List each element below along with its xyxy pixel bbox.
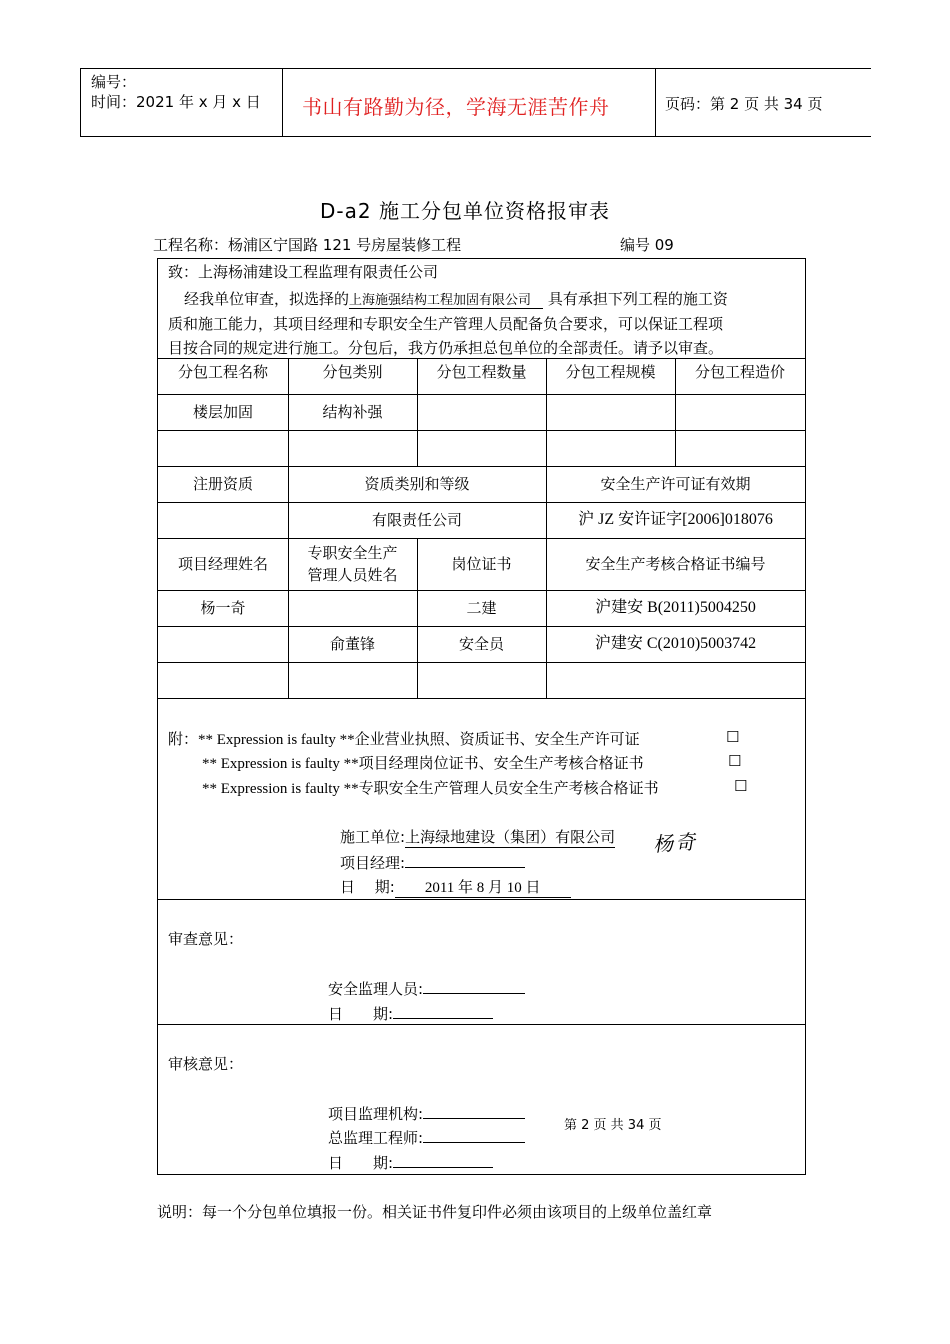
- safety-officer-header: [288, 538, 417, 590]
- statement-prefix: 经我单位审查，拟选择的: [184, 290, 350, 308]
- sub-row-type: 结构补强: [322, 403, 383, 421]
- contractor-unit-label: 施工单位:: [340, 828, 406, 846]
- sub-header-type: 分包类别: [322, 363, 383, 381]
- personnel-row-2-manager: [158, 626, 288, 662]
- audit-date: [328, 1151, 493, 1173]
- form-box: [157, 258, 806, 1175]
- statement-line-1: [184, 288, 728, 309]
- safety-cert-number-header: 安全生产考核合格证书编号: [585, 555, 766, 573]
- serial-label: 编号：: [91, 73, 137, 91]
- review-title: 审查意见：: [168, 930, 244, 948]
- contractor-manager-label: 项目经理:: [340, 854, 406, 872]
- contractor-date-value: 2011 年 8 月 10 日: [395, 876, 571, 898]
- audit-date-label: 日 期:: [328, 1154, 394, 1172]
- personnel-row-2-officer: 俞董锋: [329, 635, 375, 653]
- sub-header-name: 分包工程名称: [177, 363, 268, 381]
- sub-row-scale: [546, 394, 675, 430]
- form-number: 编号 09: [620, 236, 674, 254]
- review-date: [328, 1002, 493, 1024]
- personnel-row-2-post: 安全员: [458, 635, 504, 653]
- sub-row-quantity: [417, 394, 546, 430]
- audit-org: [328, 1102, 525, 1124]
- grid-line: [158, 698, 805, 699]
- personnel-row-2-cert: 沪建安 C(2010)5003742: [594, 635, 757, 652]
- attachment-prefix: 附：: [168, 730, 199, 748]
- header-divider-2: [655, 69, 656, 136]
- personnel-row-1-cert: 沪建安 B(2011)5004250: [595, 599, 756, 616]
- contractor-manager-blank: [405, 851, 525, 868]
- time-label: 时间：2021 年 x 月 x 日: [91, 93, 261, 111]
- addressee: 致：上海杨浦建设工程监理有限责任公司: [168, 263, 439, 281]
- contractor-manager: [340, 851, 525, 873]
- safety-officer-header-line2: 管理人员姓名: [307, 566, 398, 584]
- audit-page-note: 第 2 页 共 34 页: [564, 1118, 662, 1133]
- sub-header-cost: 分包工程造价: [694, 363, 785, 381]
- safety-license-label: 安全生产许可证有效期: [600, 475, 751, 493]
- attachment-3-checkbox[interactable]: ☐: [734, 777, 748, 795]
- header-divider-1: [282, 69, 283, 136]
- audit-org-label: 项目监理机构:: [328, 1105, 424, 1123]
- audit-chief: [328, 1126, 525, 1148]
- attachment-1: [168, 728, 640, 749]
- contractor-date-label: 日 期:: [340, 878, 395, 896]
- grid-line: [158, 662, 805, 663]
- statement-line-3: 目按合同的规定进行施工。分包后，我方仍承担总包单位的全部责任。请予以审查。: [168, 339, 724, 357]
- personnel-row-1-post: 二建: [466, 599, 497, 617]
- sub-row-name: 楼层加固: [192, 403, 253, 421]
- statement-suffix: 具有承担下列工程的施工资: [547, 290, 728, 308]
- audit-date-blank: [393, 1151, 493, 1168]
- personnel-row-1-officer: [288, 590, 417, 626]
- form-title: D-a2 施工分包单位资格报审表: [320, 199, 610, 223]
- attachment-2-text: ** Expression is faulty **项目经理岗位证书、安全生产考核合格证书: [202, 756, 644, 772]
- qualification-type-value: 有限责任公司: [371, 511, 462, 529]
- review-inspector-label: 安全监理人员:: [328, 980, 424, 998]
- contractor-date: [340, 876, 571, 898]
- safety-license-value: 沪 JZ 安许证字[2006]018076: [578, 511, 773, 528]
- manager-name-header: 项目经理姓名: [177, 555, 268, 573]
- footer-note: 说明：每一个分包单位填报一份。相关证书件复印件必须由该项目的上级单位盖红章: [157, 1203, 713, 1221]
- page-header-table: [80, 68, 871, 137]
- qualification-type-label: 资质类别和等级: [364, 475, 470, 493]
- grid-line: [158, 899, 805, 900]
- contractor-unit: [340, 826, 615, 848]
- attachment-1-checkbox[interactable]: ☐: [726, 728, 740, 746]
- statement-line-2: 质和施工能力，其项目经理和专职安全生产管理人员配备负合要求，可以保证工程项: [168, 315, 724, 333]
- review-inspector: [328, 977, 525, 999]
- attachment-1-text: ** Expression is faulty **企业营业执照、资质证书、安全生产许可证: [198, 732, 640, 748]
- selected-company: 上海施强结构工程加固有限公司: [349, 289, 543, 309]
- personnel-row-1-manager: 杨一奇: [200, 599, 246, 617]
- audit-title: 审核意见：: [168, 1055, 244, 1073]
- manager-signature: 杨奇: [652, 829, 698, 857]
- attachment-2-checkbox[interactable]: ☐: [728, 752, 742, 770]
- post-certificate-header: 岗位证书: [451, 555, 512, 573]
- review-date-blank: [393, 1002, 493, 1019]
- qualification-label: 注册资质: [192, 475, 253, 493]
- audit-chief-blank: [423, 1126, 525, 1143]
- motto: 书山有路勤为径，学海无涯苦作舟: [302, 95, 610, 119]
- sub-row-cost: [675, 394, 805, 430]
- project-name: 工程名称：杨浦区宁国路 121 号房屋装修工程: [153, 236, 462, 254]
- grid-line: [158, 430, 805, 431]
- grid-line: [158, 1024, 805, 1025]
- sub-header-scale: 分包工程规模: [565, 363, 656, 381]
- contractor-unit-value: 上海绿地建设（集团）有限公司: [405, 828, 616, 846]
- attachment-3-text: ** Expression is faulty **专职安全生产管理人员安全生产考核合格证书: [202, 781, 659, 797]
- review-date-label: 日 期:: [328, 1005, 394, 1023]
- safety-officer-header-line1: 专职安全生产: [307, 544, 398, 562]
- page-label: 页码：第 2 页 共 34 页: [665, 95, 823, 113]
- audit-org-blank: [423, 1102, 525, 1119]
- sub-header-quantity: 分包工程数量: [436, 363, 527, 381]
- audit-chief-label: 总监理工程师:: [328, 1129, 424, 1147]
- review-inspector-blank: [423, 977, 525, 994]
